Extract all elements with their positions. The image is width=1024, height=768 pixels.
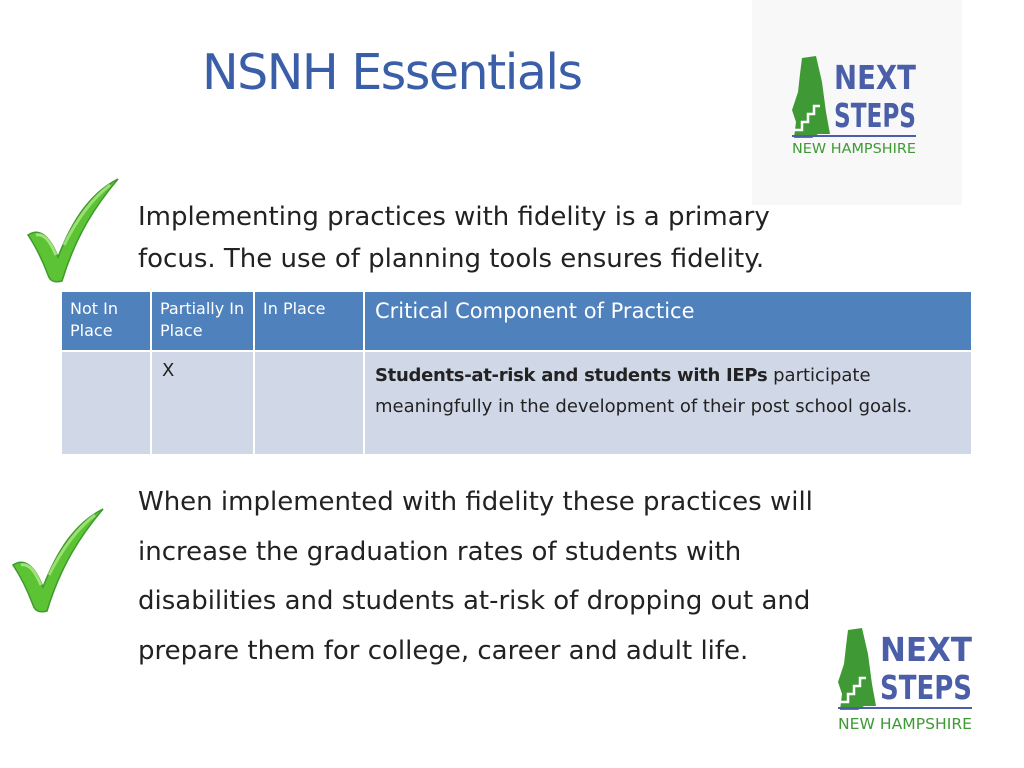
intro-line-2: focus. The use of planning tools ensures fidelity. <box>138 244 765 274</box>
outcome-paragraph: When implemented with fidelity these practices will increase the graduation rates of students with disabilities and students at-risk of dropping out and prepare them for college, career and adult life. <box>138 487 813 666</box>
header-not-in-place: Not In Place <box>61 291 151 351</box>
component-text: participate meaningfully in the development of their post school goals. <box>375 365 913 417</box>
slide-title: NSNH Essentials <box>202 44 582 101</box>
table-header-row <box>61 291 972 351</box>
cell-critical-component <box>364 351 972 455</box>
new-hampshire-state-icon <box>838 628 876 710</box>
header-critical-component: Critical Component of Practice <box>364 291 972 351</box>
next-steps-logo <box>788 52 928 172</box>
fidelity-table <box>60 290 973 456</box>
logo-text-nh: NEW HAMPSHIRE <box>838 715 972 733</box>
table-row <box>61 351 972 455</box>
checkmark-icon <box>9 505 107 620</box>
logo-text-next: NEXT <box>880 630 973 669</box>
cell-not-in-place <box>61 351 151 455</box>
new-hampshire-state-icon <box>792 56 830 138</box>
intro-paragraph <box>138 196 878 280</box>
logo-text-nh: NEW HAMPSHIRE <box>792 142 916 157</box>
component-emphasis: Students-at-risk and students with IEPs <box>375 365 768 386</box>
cell-in-place <box>254 351 364 455</box>
logo-text-steps: STEPS <box>834 96 916 135</box>
header-partially-in-place: Partially In Place <box>151 291 254 351</box>
header-in-place: In Place <box>254 291 364 351</box>
intro-line-1: Implementing practices with fidelity is a primary <box>138 202 770 232</box>
logo-text-next: NEXT <box>834 58 917 97</box>
next-steps-logo <box>834 624 974 744</box>
logo-text-steps: STEPS <box>880 668 972 707</box>
cell-partially-in-place: X <box>151 351 254 455</box>
checkmark-icon <box>24 175 122 290</box>
